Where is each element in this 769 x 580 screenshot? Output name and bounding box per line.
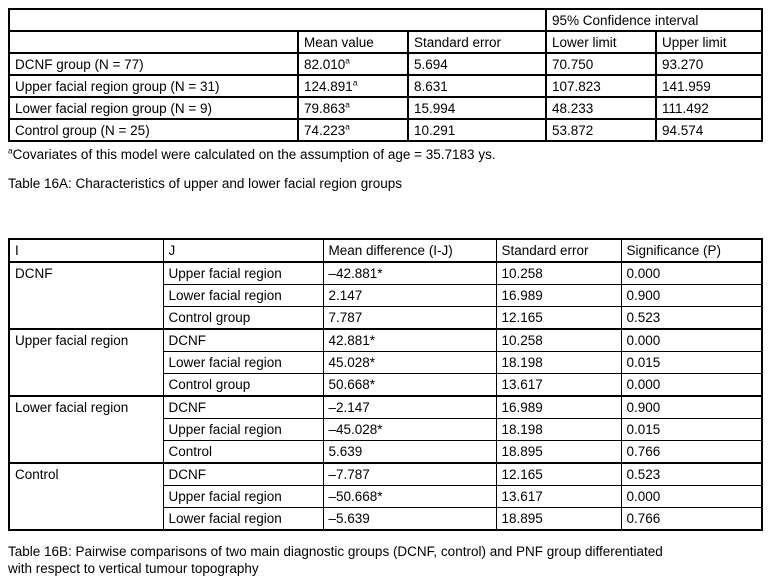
table-row (9, 329, 762, 352)
standard-error-cell: 16.989 (496, 396, 621, 419)
j-cell: DCNF (163, 463, 323, 486)
mean-value: 82.010 (304, 56, 346, 72)
significance-cell: 0.000 (621, 262, 762, 285)
significance-cell: 0.900 (621, 396, 762, 419)
footnote-text: Covariates of this model were calculated on the assumption of age = 35.7183 ys. (12, 147, 496, 162)
table-16a-caption: Table 16A: Characteristics of upper and lower facial region groups (8, 176, 402, 191)
column-header-mean-value: Mean value (298, 31, 408, 53)
footnote-marker: a (8, 145, 13, 156)
mean-value-cell (298, 53, 408, 75)
caption-line: Table 16B: Pairwise comparisons of two main diagnostic groups (DCNF, control) and PNF group differentiated (8, 544, 663, 559)
caption-line: with respect to vertical tumour topography (8, 561, 259, 576)
j-cell: Lower facial region (163, 285, 323, 307)
mean-difference-cell: –7.787 (323, 463, 496, 486)
table-header-row (9, 31, 762, 53)
lower-limit-cell: 70.750 (546, 53, 656, 75)
mean-value-cell (298, 75, 408, 97)
standard-error-cell: 18.895 (496, 508, 621, 531)
column-header-standard-error: Standard error (496, 239, 621, 262)
mean-difference-cell: 50.668* (323, 374, 496, 397)
row-label-cell: Upper facial region group (N = 31) (9, 75, 298, 97)
lower-limit-cell: 48.233 (546, 97, 656, 119)
footnote-marker: a (345, 99, 350, 109)
mean-difference-cell: 7.787 (323, 307, 496, 330)
empty-cell (9, 31, 298, 53)
lower-limit-cell: 107.823 (546, 75, 656, 97)
table-row (9, 262, 762, 285)
j-cell: Control group (163, 307, 323, 330)
column-header-i: I (9, 239, 163, 262)
mean-difference-cell: 42.881* (323, 329, 496, 352)
table-row (9, 75, 762, 97)
mean-value: 74.223 (304, 122, 346, 138)
j-cell: Control group (163, 374, 323, 397)
table-row (9, 119, 762, 141)
j-cell: DCNF (163, 329, 323, 352)
mean-value-cell (298, 97, 408, 119)
table-16b (8, 238, 763, 531)
j-cell: Upper facial region (163, 262, 323, 285)
table-16b-caption (8, 543, 766, 577)
standard-error-cell: 8.631 (408, 75, 546, 97)
significance-cell: 0.015 (621, 419, 762, 441)
significance-cell: 0.523 (621, 307, 762, 330)
row-label-cell: DCNF group (N = 77) (9, 53, 298, 75)
standard-error-cell: 12.165 (496, 463, 621, 486)
mean-value: 124.891 (304, 78, 353, 94)
j-cell: Lower facial region (163, 352, 323, 374)
column-header-mean-difference: Mean difference (I-J) (323, 239, 496, 262)
table-row-ci-header (9, 9, 762, 31)
lower-limit-cell: 53.872 (546, 119, 656, 141)
table-row (9, 53, 762, 75)
group-i-cell: Lower facial region (9, 396, 163, 463)
column-header-lower-limit: Lower limit (546, 31, 656, 53)
standard-error-cell: 18.198 (496, 419, 621, 441)
significance-cell: 0.523 (621, 463, 762, 486)
standard-error-cell: 12.165 (496, 307, 621, 330)
significance-cell: 0.766 (621, 441, 762, 464)
j-cell: DCNF (163, 396, 323, 419)
standard-error-cell: 16.989 (496, 285, 621, 307)
table-16a-footnote (8, 147, 764, 162)
j-cell: Control (163, 441, 323, 464)
upper-limit-cell: 141.959 (656, 75, 762, 97)
significance-cell: 0.766 (621, 508, 762, 531)
mean-difference-cell: –50.668* (323, 486, 496, 508)
mean-difference-cell: –42.881* (323, 262, 496, 285)
mean-difference-cell: –5.639 (323, 508, 496, 531)
column-header-j: J (163, 239, 323, 262)
table-row (9, 396, 762, 419)
mean-difference-cell: –45.028* (323, 419, 496, 441)
column-header-standard-error: Standard error (408, 31, 546, 53)
upper-limit-cell: 93.270 (656, 53, 762, 75)
group-i-cell: DCNF (9, 262, 163, 329)
j-cell: Upper facial region (163, 486, 323, 508)
mean-difference-cell: –2.147 (323, 396, 496, 419)
group-i-cell: Control (9, 463, 163, 530)
standard-error-cell: 5.694 (408, 53, 546, 75)
standard-error-cell: 10.258 (496, 262, 621, 285)
footnote-marker: a (345, 55, 350, 65)
footnote-marker: a (352, 77, 358, 87)
significance-cell: 0.000 (621, 374, 762, 397)
row-label-cell: Lower facial region group (N = 9) (9, 97, 298, 119)
significance-cell: 0.000 (621, 486, 762, 508)
standard-error-cell: 13.617 (496, 374, 621, 397)
mean-value-cell (298, 119, 408, 141)
j-cell: Upper facial region (163, 419, 323, 441)
table-row (9, 97, 762, 119)
standard-error-cell: 15.994 (408, 97, 546, 119)
row-label-cell: Control group (N = 25) (9, 119, 298, 141)
empty-cell (9, 9, 546, 31)
confidence-interval-header-cell: 95% Confidence interval (546, 9, 762, 31)
group-i-cell: Upper facial region (9, 329, 163, 396)
table-header-row (9, 239, 762, 262)
mean-value: 79.863 (304, 100, 346, 116)
significance-cell: 0.000 (621, 329, 762, 352)
standard-error-cell: 13.617 (496, 486, 621, 508)
significance-cell: 0.015 (621, 352, 762, 374)
mean-difference-cell: 2.147 (323, 285, 496, 307)
table-16a (8, 8, 763, 142)
standard-error-cell: 10.258 (496, 329, 621, 352)
footnote-marker: a (345, 121, 350, 131)
j-cell: Lower facial region (163, 508, 323, 531)
column-header-upper-limit: Upper limit (656, 31, 762, 53)
standard-error-cell: 10.291 (408, 119, 546, 141)
table-row (9, 463, 762, 486)
mean-difference-cell: 5.639 (323, 441, 496, 464)
column-header-significance: Significance (P) (621, 239, 762, 262)
significance-cell: 0.900 (621, 285, 762, 307)
upper-limit-cell: 94.574 (656, 119, 762, 141)
standard-error-cell: 18.895 (496, 441, 621, 464)
mean-difference-cell: 45.028* (323, 352, 496, 374)
upper-limit-cell: 111.492 (656, 97, 762, 119)
standard-error-cell: 18.198 (496, 352, 621, 374)
